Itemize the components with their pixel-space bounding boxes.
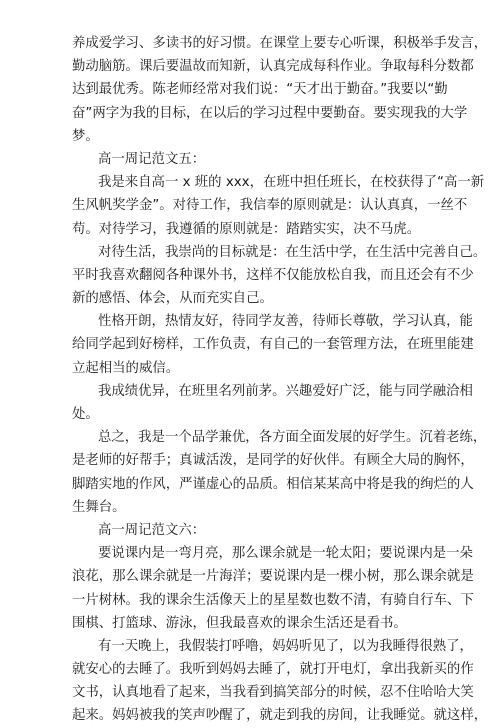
text-line: 一片树林。我的课余生活像天上的星星数也数不清，有骑自行车、下 xyxy=(72,592,474,608)
text-line: 勤动脑筋。课后要温故而知新，认真完成每科作业。争取每科分数都 xyxy=(72,59,474,75)
text-line: 文书，认真地看了起来，当我看到搞笑部分的时候，忍不住哈哈大笑 xyxy=(72,685,474,701)
text-line: 浪花，那么课余就是一片海洋；要说课内是一棵小树，那么课余就是 xyxy=(72,569,474,585)
text-line: 生风帆奖学金”。对待工作，我信奉的原则就是：认认真真，一丝不 xyxy=(72,198,468,214)
text-line: 处。 xyxy=(72,407,99,422)
text-line: 达到最优秀。陈老师经常对我们说：“天才出于勤奋。”我要以“勤 xyxy=(72,82,448,98)
text-line: 立起相当的威信。 xyxy=(72,360,180,376)
text-line: 梦。 xyxy=(72,128,99,144)
text-line: 性格开朗，热情友好，待同学友善，待师长尊敬，学习认真，能 xyxy=(98,314,473,330)
text-line: 奋”两字为我的目标，在以后的学习过程中要勤奋。要实现我的大学 xyxy=(72,105,468,121)
text-line: 新的感悟、体会，从而充实自己。 xyxy=(72,291,273,307)
text-line: 我成绩优异，在班里名列前茅。兴趣爱好广泛，能与同学融洽相 xyxy=(98,383,473,399)
text-line: 总之，我是一个品学兼优，各方面全面发展的好学生。沉着老练， xyxy=(98,430,487,446)
text-line: 对待生活，我崇尚的目标就是：在生活中学，在生活中完善自己。 xyxy=(98,244,487,260)
text-line: 我是来自高一 x 班的 xxx，在班中担任班长，在校获得了“高一新 xyxy=(98,175,485,191)
text-line: 高一周记范文五： xyxy=(98,151,206,167)
document-body xyxy=(72,32,488,728)
text-line: 生舞台。 xyxy=(72,499,126,515)
text-line: 是老师的好帮手；真诚活泼，是同学的好伙伴。有顾全大局的胸怀， xyxy=(72,453,474,469)
text-line: 就安心的去睡了。我听到妈妈去睡了，就打开电灯，拿出我新买的作 xyxy=(72,662,474,678)
text-line: 养成爱学习、多读书的好习惯。在课堂上要专心听课，积极举手发言， xyxy=(72,36,488,51)
text-line: 苟。对待学习，我遵循的原则就是：踏踏实实，决不马虎。 xyxy=(72,221,421,237)
text-line: 有一天晚上，我假装打呼噜，妈妈听见了，以为我睡得很熟了， xyxy=(98,638,473,654)
text-line: 要说课内是一弯月亮，那么课余就是一轮太阳；要说课内是一朵 xyxy=(98,546,473,562)
text-line: 围棋、打篮球、游泳，但我最喜欢的课余生活还是看书。 xyxy=(72,615,407,631)
text-line: 起来。妈妈被我的笑声吵醒了，就走到我的房间，让我睡觉。就这样， xyxy=(72,708,488,724)
text-line: 脚踏实地的作风，严谨虚心的品质。相信某某高中将是我的绚烂的人 xyxy=(72,476,474,492)
text-line: 高一周记范文六： xyxy=(98,522,206,538)
text-line: 平时我喜欢翻阅各种课外书，这样不仅能放松自我，而且还会有不少 xyxy=(72,267,474,283)
text-line: 给同学起到好榜样，工作负责，有自己的一套管理方法，在班里能建 xyxy=(72,337,474,353)
